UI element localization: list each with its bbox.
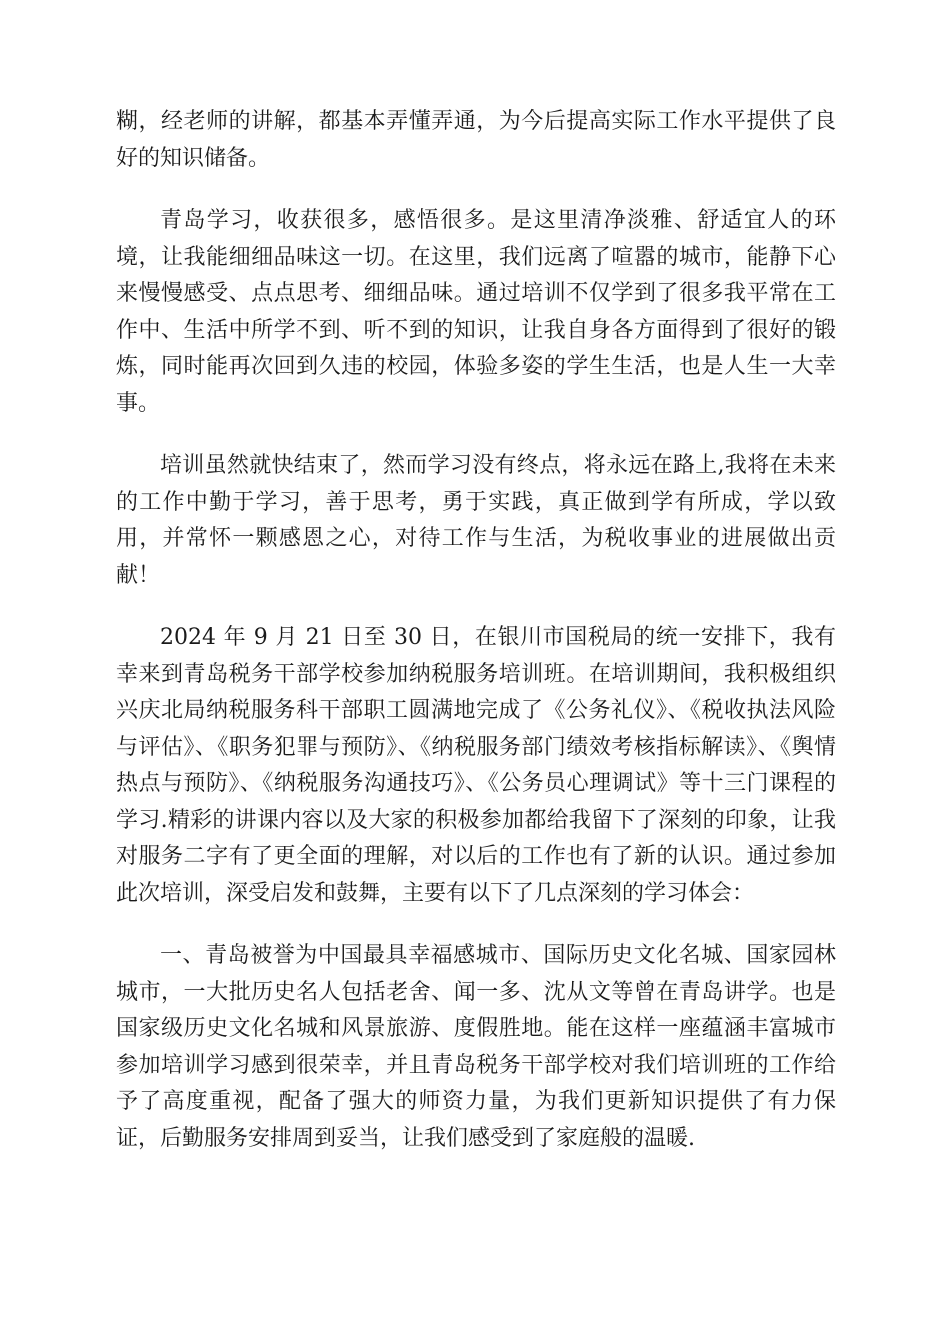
paragraph-training-summary: 2024 年 9 月 21 日至 30 日，在银川市国税局的统一安排下，我有幸来到青岛税务干部学校参加纳税服务培训班。在培训期间，我积极组织兴庆北局纳税服务科干部职工圆满地完成了《公务礼仪》、《税收执法风险与评估》、《职务犯罪与预防》、《纳税服务部门绩效考核指标解读》、《舆情热点与预防》、《纳税服务沟通技巧》、《公务员心理调试》等十三门课程的学习.精彩的讲课内容以及大家的积极参加都给我留下了深刻的印象，让我对服务二字有了更全面的理解，对以后的工作也有了新的认识。通过参加此次培训，深受启发和鼓舞，主要有以下了几点深刻的学习体会： xyxy=(116,625,836,906)
paragraph-training-ending: 培训虽然就快结束了，然而学习没有终点，将永远在路上,我将在未来的工作中勤于学习，善于思考，勇于实践，真正做到学有所成，学以致用，并常怀一颗感恩之心，对待工作与生活，为税收事业的进展做出贡献！ xyxy=(116,453,836,588)
paragraph-continuation: 糊，经老师的讲解，都基本弄懂弄通，为今后提高实际工作水平提供了良好的知识储备。 xyxy=(116,109,836,171)
paragraph-point-one: 一、青岛被誉为中国最具幸福感城市、国际历史文化名城、国家园林城市，一大批历史名人包括老舍、闻一多、沈从文等曾在青岛讲学。也是国家级历史文化名城和风景旅游、度假胜地。能在这样一座蕴涵丰富城市参加培训学习感到很荣幸，并且青岛税务干部学校对我们培训班的工作给予了高度重视，配备了强大的师资力量，为我们更新知识提供了有力保证，后勤服务安排周到妥当，让我们感受到了家庭般的温暖. xyxy=(116,943,836,1151)
paragraph-qingdao-study: 青岛学习，收获很多，感悟很多。是这里清净淡雅、舒适宜人的环境，让我能细细品味这一切。在这里，我们远离了喧嚣的城市，能静下心来慢慢感受、点点思考、细细品味。通过培训不仅学到了很多我平常在工作中、生活中所学不到、听不到的知识，让我自身各方面得到了很好的锻炼，同时能再次回到久违的校园，体验多姿的学生生活，也是人生一大幸事。 xyxy=(116,208,836,416)
document-body xyxy=(116,104,836,1183)
